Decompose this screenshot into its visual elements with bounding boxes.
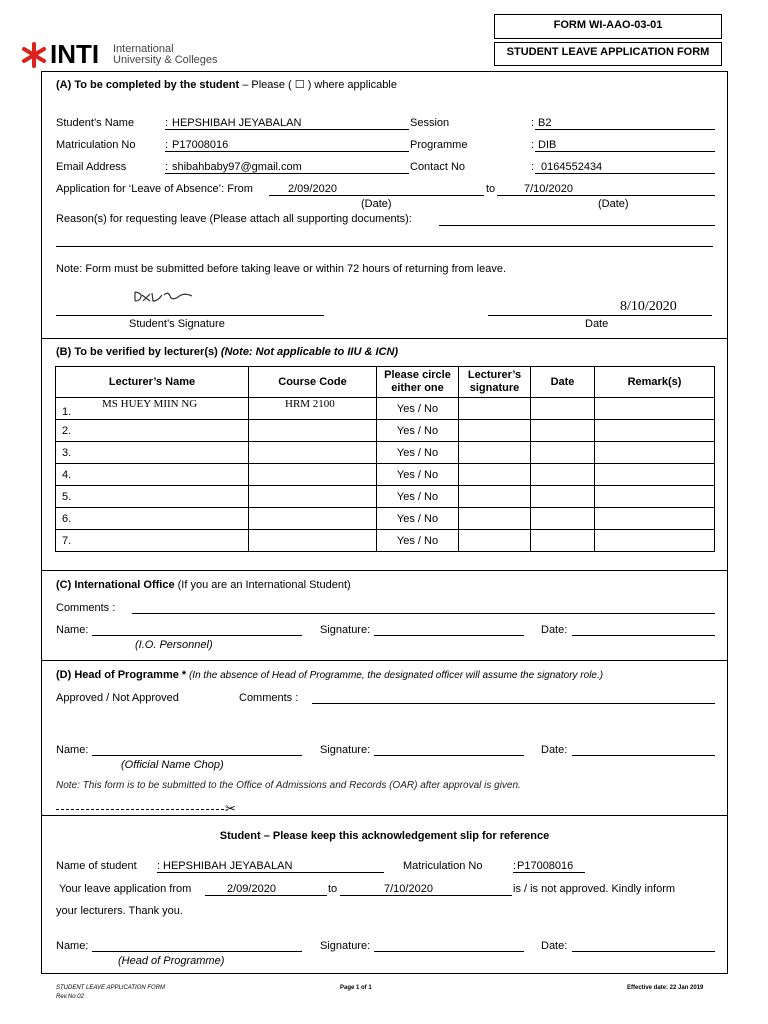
student-name-label: Student’s Name — [56, 117, 135, 129]
student-name-value[interactable]: HEPSHIBAH JEYABALAN — [172, 117, 302, 129]
programme-label: Programme — [410, 139, 468, 151]
col-signature: Lecturer’s signature — [459, 367, 531, 398]
col-lecturer-name: Lecturer’s Name — [56, 367, 249, 398]
table-row: 7. Yes / No — [56, 530, 715, 552]
approval-option[interactable]: Approved / Not Approved — [56, 692, 179, 704]
from-date-value[interactable]: 2/09/2020 — [288, 183, 337, 195]
contact-label: Contact No — [410, 161, 466, 173]
student-signature-label: Student’s Signature — [129, 318, 225, 330]
table-row: 3. Yes / No — [56, 442, 715, 464]
logo-line1: International — [113, 43, 174, 55]
form-title: STUDENT LEAVE APPLICATION FORM — [506, 46, 710, 58]
slip-line1-post: is / is not approved. Kindly inform — [513, 883, 676, 895]
hop-comments-label: Comments : — [239, 692, 299, 704]
table-row: 4. Yes / No — [56, 464, 715, 486]
reason-line-1[interactable] — [439, 225, 715, 226]
footer-page: Page 1 of 1 — [340, 985, 372, 991]
official-chop-caption: (Official Name Chop) — [121, 759, 224, 771]
slip-heading: Student – Please keep this acknowledgement slip for reference — [219, 830, 550, 842]
io-date-label: Date: — [541, 624, 568, 636]
section-c-heading: (C) International Office (If you are an International Student) — [56, 579, 351, 591]
slip-name-field[interactable] — [92, 951, 302, 952]
io-name-label: Name: — [56, 624, 89, 636]
slip-to-label: to — [328, 883, 338, 895]
hop-name-field[interactable] — [92, 755, 302, 756]
matric-value[interactable]: P17008016 — [172, 139, 229, 151]
submission-note: Note: Form must be submitted before taking leave or within 72 hours of returning from leave. — [56, 263, 506, 275]
table-row: 1. MS HUEY MIIN NG HRM 2100 Yes / No — [56, 398, 715, 420]
io-signature-label: Signature: — [320, 624, 371, 636]
slip-date-field[interactable] — [572, 951, 715, 952]
programme-value[interactable]: DIB — [538, 139, 557, 151]
reason-line-2[interactable] — [56, 246, 713, 247]
footer-effective: Effective date: 22 Jan 2019 — [627, 985, 704, 991]
absence-label: Application for ‘Leave of Absence’: From — [56, 183, 253, 195]
reason-label: Reason(s) for requesting leave (Please attach all supporting documents): — [56, 213, 412, 225]
slip-hop-caption: (Head of Programme) — [118, 955, 225, 967]
slip-name-value[interactable]: HEPSHIBAH JEYABALAN — [163, 860, 293, 872]
to-label: to — [486, 183, 496, 195]
hop-name-label: Name: — [56, 744, 89, 756]
logo-inti: INTI — [50, 39, 100, 69]
io-personnel-caption: (I.O. Personnel) — [135, 639, 213, 651]
io-comments-field[interactable] — [132, 613, 715, 614]
slip-date-label: Date: — [541, 940, 568, 952]
slip-to-value[interactable]: 7/10/2020 — [384, 883, 433, 895]
hop-date-field[interactable] — [572, 755, 715, 756]
email-value[interactable]: shibahbaby97@gmail.com — [172, 161, 302, 173]
io-signature-field[interactable] — [374, 635, 524, 636]
signature-date-value[interactable]: 8/10/2020 — [620, 299, 677, 314]
logo-line2: University & Colleges — [113, 54, 218, 66]
table-row: 2. Yes / No — [56, 420, 715, 442]
contact-value[interactable]: 0164552434 — [541, 161, 603, 173]
oar-note: Note: This form is to be submitted to the Office of Admissions and Records (OAR) after approval is given. — [56, 780, 521, 791]
scissors-icon: ✂ — [225, 801, 236, 816]
table-row: 5. Yes / No — [56, 486, 715, 508]
lecturer-table — [55, 366, 715, 552]
section-d-heading: (D) Head of Programme * (In the absence of Head of Programme, the designated officer will assume the signatory role.) — [56, 669, 604, 681]
slip-signature-label: Signature: — [320, 940, 371, 952]
io-comments-label: Comments : — [56, 602, 116, 614]
hop-signature-field[interactable] — [374, 755, 524, 756]
section-a-heading: (A) To be completed by the student – Please ( ☐ ) where applicable — [56, 79, 397, 91]
footer-title: STUDENT LEAVE APPLICATION FORM — [56, 985, 166, 991]
footer-rev: Rev.No:02 — [56, 994, 84, 1000]
slip-name-label2: Name: — [56, 940, 89, 952]
hop-date-label: Date: — [541, 744, 568, 756]
date-label: Date — [585, 318, 609, 330]
slip-line1-pre: Your leave application from — [59, 883, 192, 895]
logo — [20, 40, 220, 70]
course-code-value: HRM 2100 — [285, 398, 335, 410]
slip-matric-label: Matriculation No — [403, 860, 483, 872]
session-value[interactable]: B2 — [538, 117, 552, 129]
email-label: Email Address — [56, 161, 127, 173]
asterisk-logo-icon — [20, 42, 48, 68]
form-code: FORM WI-AAO-03-01 — [553, 19, 663, 31]
section-b-heading: (B) To be verified by lecturer(s) (Note: Not applicable to IIU & ICN) — [56, 346, 399, 358]
io-date-field[interactable] — [572, 635, 715, 636]
slip-from-value[interactable]: 2/09/2020 — [227, 883, 276, 895]
session-label: Session — [410, 117, 450, 129]
cut-line — [56, 809, 224, 810]
slip-matric-value[interactable]: P17008016 — [517, 860, 574, 872]
col-course-code: Course Code — [249, 367, 377, 398]
slip-signature-field[interactable] — [374, 951, 524, 952]
col-circle: Please circle either one — [377, 367, 459, 398]
hop-comments-field[interactable] — [312, 703, 715, 704]
col-date: Date — [531, 367, 595, 398]
student-signature-mark — [132, 289, 202, 305]
lecturer-name-value: MS HUEY MIIN NG — [102, 398, 198, 410]
col-remarks: Remark(s) — [595, 367, 715, 398]
date-caption-to: (Date) — [598, 198, 629, 210]
hop-signature-label: Signature: — [320, 744, 371, 756]
date-caption-from: (Date) — [361, 198, 392, 210]
slip-line2: your lecturers. Thank you. — [56, 905, 183, 917]
matric-label: Matriculation No — [56, 139, 136, 151]
io-name-field[interactable] — [92, 635, 302, 636]
table-row: 6. Yes / No — [56, 508, 715, 530]
slip-name-label: Name of student — [56, 860, 137, 872]
to-date-value[interactable]: 7/10/2020 — [524, 183, 573, 195]
